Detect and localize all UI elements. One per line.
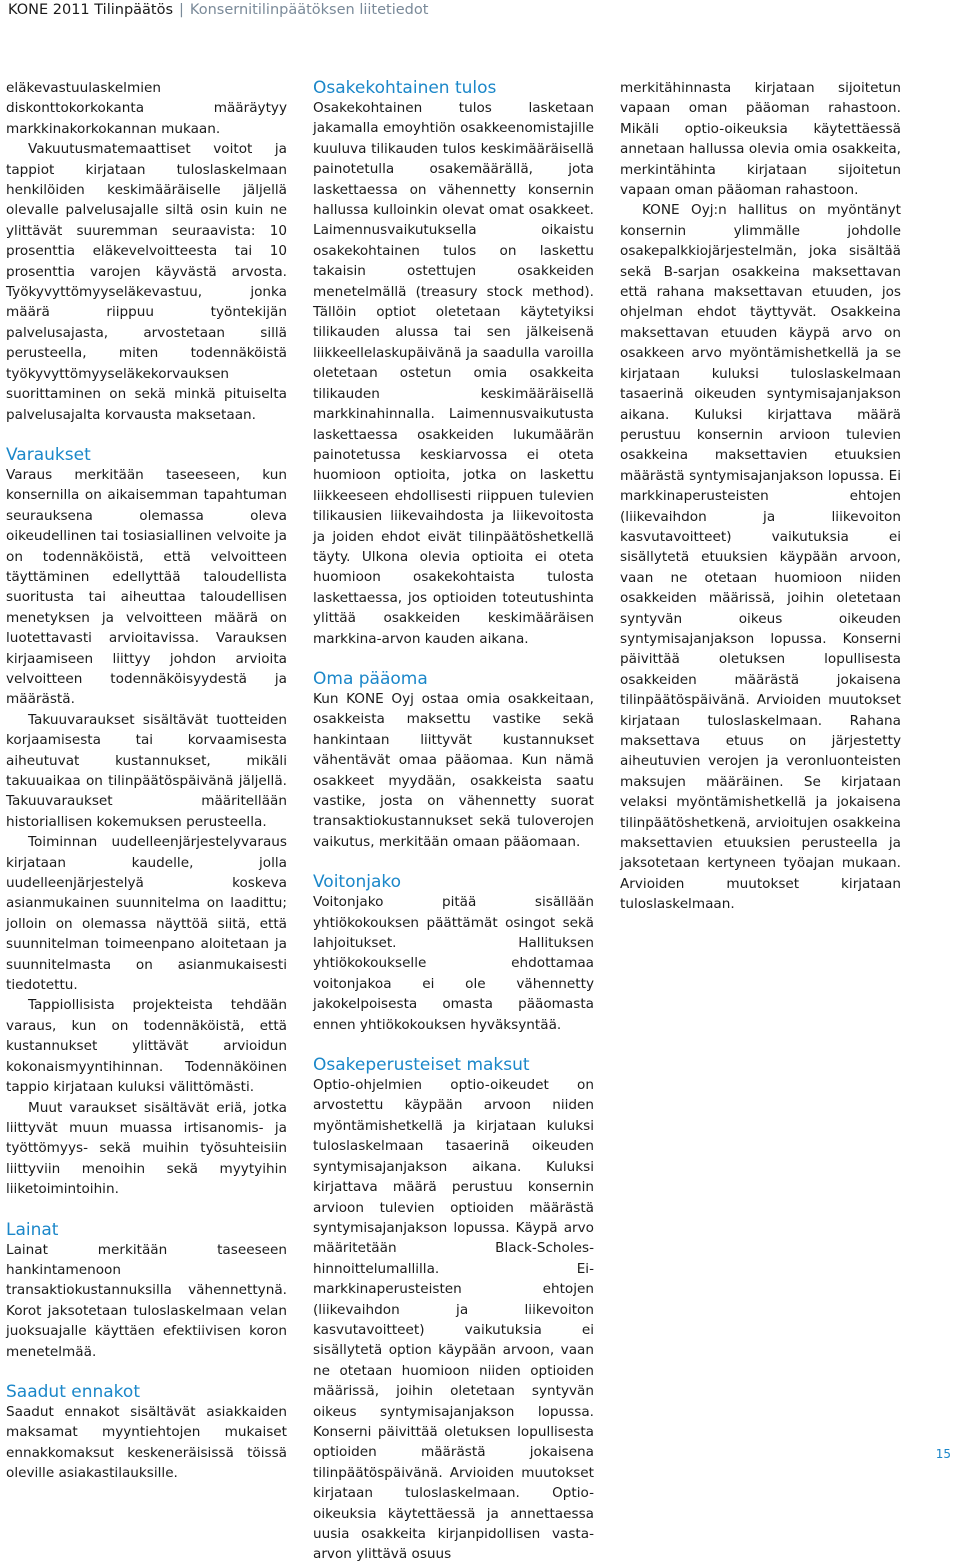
paragraph: Osakekohtainen tulos lasketaan jakamalla emoyhtiön osakkeenomistajille kuuluva tilikauden tulos keskimääräisellä painotetulla osakemäärällä, jota laskettaessa on vähennetty konsernin hallussa kulloinkin olevat omat osakkeet. Laimennusvaikutuksella oikaistu osakekohtainen tulos on laskettu takaisin ostettujen osakkeiden menetelmällä (treasury stock method). Tällöin optiot oletetaan käytetyiksi tilikauden alussa tai sen jälkeisenä liikkeellelaskupäivänä ja saadulla varoilla oletetaan ostetun omia osakkeita tilikauden keskimääräisellä markkinahinnalla. Laimennusvaikutusta laskettaessa osakkeiden lukumäärän painotetussa keskiarvossa ei oteta huomioon optioita, jotka on laskettu liikkeeseen ehdollisesti riippuen tulevien tilikausien liikevaihdosta ja liikevoitosta ja joiden ehdot eivät tilinpäätöshetkellä täyty. Ulkona olevia optioita ei oteta huomioon osakekohtaista tulosta laskettaessa, jos optioiden toteutushinta ylittää osakkeiden keskimääräisen markkina-arvon kauden aikana. bbox=[313, 100, 594, 647]
header-section: Konsernitilinpäätöksen liitetiedot bbox=[189, 2, 429, 18]
spacer bbox=[313, 1035, 594, 1055]
spacer bbox=[313, 852, 594, 872]
paragraph: Varaus merkitään taseeseen, kun konsernilla on aikaisemman tapahtuman seurauksena olemassa oleva oikeudellinen tai tosiasiallinen velvoite ja on todennäköistä, että velvoitteen täyttäminen edellyttää taloudellista suoritusta tai aiheuttaa taloudellisen menetyksen ja velvoitteen määrä on luotettavasti arvioitavissa. Varauksen kirjaamiseen liittyy johdon arvioita velvoitteen todennäköisyydestä ja määrästä. bbox=[6, 466, 287, 708]
heading-oma-paaoma: Oma pääoma bbox=[313, 668, 428, 689]
paragraph: Voitonjako pitää sisällään yhtiökokouksen päättämät osingot sekä lahjoitukset. Hallituksen yhtiökokoukselle ehdottamaa voitonjakoa ei ole vähennetty jakokelpoisesta omasta pääomasta ennen yhtiökokouksen hyväksyntää. bbox=[313, 894, 594, 1033]
text-column-1 bbox=[6, 78, 287, 1484]
paragraph: merkitähinnasta kirjataan sijoitetun vapaan oman pääoman rahastoon. Mikäli optio-oikeuksia käytettäessä annetaan hallussa olevia omia osakkeita, merkintähinta kirjataan sijoitetun vapaan oman pääoman rahastoon. bbox=[620, 80, 901, 199]
paragraph: Vakuutusmatemaattiset voitot ja tappiot kirjataan tuloslaskelmaan henkilöiden keskimääräiselle jäljellä olevalle palvelusajalle siltä osin kuin ne ylittävät suuremman seuraavista: 10 prosenttia eläkevelvoitteesta tai 10 prosenttia varojen käyvästä arvosta. Työkyvyttömyyseläkevastuu, jonka määrä riippuu työntekijän palvelusajasta, arvostetaan sillä perusteella, miten todennäköistä työkyvyttömyyseläkekorvauksen suorittaminen on sekä minkä pituiselta palvelusajalta korvausta maksetaan. bbox=[6, 141, 287, 423]
paragraph: eläkevastuulaskelmien diskonttokorkokanta määräytyy markkinakorkokannan mukaan. bbox=[6, 80, 287, 137]
text-column-3 bbox=[620, 78, 901, 915]
spacer bbox=[6, 1362, 287, 1382]
paragraph: Lainat merkitään taseeseen hankintamenoon transaktiokustannuksilla vähennettynä. Korot jaksotetaan tuloslaskelmaan velan juoksuajalle käyttäen efektiivisen koron menetelmää. bbox=[6, 1241, 287, 1360]
paragraph: Optio-ohjelmien optio-oikeudet on arvostettu käypään arvoon niiden myöntämishetkellä ja kirjataan kuluksi tuloslaskelmaan tasaerinä oikeuden syntymisajanjakson aikana. Kuluksi kirjattava määrä perustuu konsernin arvioon tulevien optioiden määrästä syntymisajanjakson lopussa. Käypä arvo määritetään Black-Scholes-hinnoittelumallilla. Ei-markkinaperusteisten ehtojen (liikevaihdon ja liikevoiton kasvutavoitteet) vaikutuksia ei sisällytetä option käypään arvoon, vaan ne otetaan huomioon niiden optioiden määrissä, joihin oletetaan syntyvän oikeus syntymisajanjakson lopussa. Konserni päivittää oletuksen lopullisesta optioiden määrästä jokaisena tilinpäätöspäivänä. Arvioiden muutokset kirjataan tuloslaskelmaan. Optio-oikeuksia käytettäessä ja annettaessa uusia osakkeita kirjanpidollisen vasta-arvon ylittävä osuus bbox=[313, 1077, 594, 1563]
text-column-2 bbox=[313, 78, 594, 1565]
paragraph: Kun KONE Oyj ostaa omia osakkeitaan, osakkeista maksettu vastike sekä hankintaan liittyvät kustannukset vähentävät omaa pääomaa. Kun nämä osakkeet myydään, osakkeista saatu vastike, josta on vähennetty suorat transaktiokustannukset sekä tuloverojen vaikutus, merkitään omaan pääomaan. bbox=[313, 690, 594, 850]
page-number: 15 bbox=[935, 1447, 951, 1461]
paragraph: Takuuvaraukset sisältävät tuotteiden korjaamisesta tai korvaamisesta aiheutuvat kustannukset, mikäli takuuaikaa on tilinpäätöspäivänä jäljellä. Takuuvaraukset määritellään historiallisen kokemuksen perusteella. bbox=[6, 711, 287, 830]
heading-osakekohtainen-tulos: Osakekohtainen tulos bbox=[313, 78, 497, 98]
spacer bbox=[313, 649, 594, 669]
heading-lainat: Lainat bbox=[6, 1219, 59, 1240]
heading-saadut-ennakot: Saadut ennakot bbox=[6, 1381, 140, 1402]
paragraph: Muut varaukset sisältävät eriä, jotka liittyvät muun muassa irtisanomis- ja työttömyys- sekä muihin työsuhteisiin liittyviin menoihin sekä myytyihin liiketoimintoihin. bbox=[6, 1099, 287, 1198]
header-title: KONE 2011 Tilinpäätös bbox=[8, 2, 174, 18]
heading-osakeperusteiset-maksut: Osakeperusteiset maksut bbox=[313, 1055, 530, 1076]
heading-varaukset: Varaukset bbox=[6, 444, 91, 465]
paragraph: Tappiollisista projekteista tehdään varaus, kun on todennäköistä, että kustannukset ylittävät arvioidun kokonaismyyntihinnan. Todennäköinen tappio kirjataan kuluksi välittömästi. bbox=[6, 997, 287, 1096]
spacer bbox=[6, 425, 287, 445]
spacer bbox=[6, 1200, 287, 1220]
paragraph: KONE Oyj:n hallitus on myöntänyt konsernin ylimmälle johdolle osakepalkkiojärjestelmän, joka sisältää sekä B-sarjan osakkeina maksettavan että rahana maksettavan etuuden, jos ohjelman ehdot täyttyvät. Osakkeina maksettavan etuuden käypä arvo on osakkeen arvo myöntämishetkellä ja se kirjataan kuluksi tuloslaskelmaan tasaerinä oikeuden syntymisajanjakson aikana. Kuluksi kirjattava määrä perustuu konsernin arvioon tulevien osakkeina maksettavien etuuksien määrästä syntymisajanjakson lopussa. Ei markkinaperusteisten ehtojen (liikevaihdon ja liikevoiton kasvutavoitteet) vaikutuksia ei sisällytetä etuuksien käypään arvoon, vaan ne otetaan huomioon niiden osakkeiden määrissä, joihin oletetaan syntyvän oikeus oikeuden syntymisajanjakson lopussa. Konserni päivittää oletuksen lopullisesta osakkeiden määrästä jokaisena tilinpäätöspäivänä. Arvioiden muutokset kirjataan tuloslaskelmaan. Rahana maksettava etuus on järjestetty aiheutuvien verojen ja veronluonteisten maksujen määräinen. Se kirjataan velaksi myöntämishetkellä ja jokaisena tilinpäätöshetkenä, arvioitujen osakkeina maksettavien etuuksien perusteella ja jaksotetaan kertyneen työajan mukaan. Arvioiden muutokset kirjataan tuloslaskelmaan. bbox=[620, 202, 901, 913]
paragraph: Toiminnan uudelleenjärjestelyvaraus kirjataan kaudelle, jolla uudelleenjärjestelyä koskeva asianmukainen suunnitelma on laadittu; jolloin on olemassa näyttöä siitä, että suunnitelman toimeenpano aloitetaan ja suunnitelmasta on asianmukaisesti tiedotettu. bbox=[6, 834, 287, 994]
page-header bbox=[8, 0, 428, 20]
heading-voitonjako: Voitonjako bbox=[313, 872, 402, 893]
header-separator: | bbox=[179, 2, 184, 18]
paragraph: Saadut ennakot sisältävät asiakkaiden maksamat myyntiehtojen mukaiset ennakkomaksut keskeneräisissä töissä oleville asiakastilauksille. bbox=[6, 1403, 287, 1482]
